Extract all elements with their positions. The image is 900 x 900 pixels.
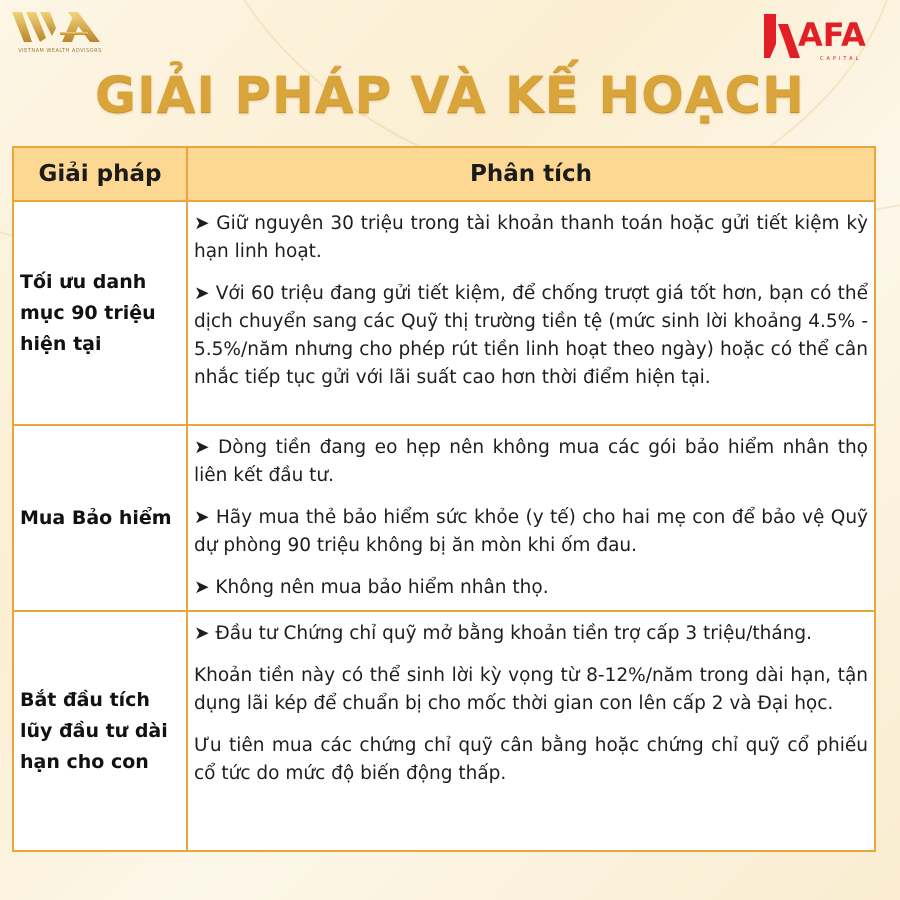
plan-table (12, 146, 876, 852)
wva-logo-icon (10, 8, 110, 48)
analysis-point: ➤ Đầu tư Chứng chỉ quỹ mở bằng khoản tiền trợ cấp 3 triệu/tháng. (194, 623, 813, 644)
analysis-point: ➤ Không nên mua bảo hiểm nhân thọ. (194, 577, 549, 598)
solution-cell: Bắt đầu tích lũy đầu tư dài hạn cho con (13, 611, 187, 851)
analysis-point: ➤ Hãy mua thẻ bảo hiểm sức khỏe (y tế) cho hai mẹ con để bảo vệ Quỹ dự phòng 90 triệu không bị ăn mòn khi ốm đau. (194, 507, 868, 556)
column-header-analysis: Phân tích (187, 147, 875, 201)
analysis-point: ➤ Với 60 triệu đang gửi tiết kiệm, để chống trượt giá tốt hơn, bạn có thể dịch chuyển sang các Quỹ thị trường tiền tệ (mức sinh lời khoảng 4.5% - 5.5%/năm nhưng cho phép rút tiền linh hoạt theo ngày) hoặc có thể cân nhắc tiếp tục gửi với lãi suất cao hơn thời điểm hiện tại. (194, 283, 868, 388)
logo-brand-sub: CAPITAL (820, 56, 862, 62)
wealth-advisors-logo (10, 8, 110, 64)
table-row (13, 611, 875, 851)
analysis-cell (187, 425, 875, 611)
logo-tagline: VIETNAM WEALTH ADVISORS (18, 48, 102, 54)
analysis-point: Ưu tiên mua các chứng chỉ quỹ cân bằng hoặc chứng chỉ quỹ cổ phiếu cổ tức do mức độ biến động thấp. (194, 735, 868, 784)
analysis-point: ➤ Giữ nguyên 30 triệu trong tài khoản thanh toán hoặc gửi tiết kiệm kỳ hạn linh hoạt. (194, 213, 868, 262)
analysis-point: ➤ Dòng tiền đang eo hẹp nên không mua các gói bảo hiểm nhân thọ liên kết đầu tư. (194, 437, 868, 486)
page-title: GIẢI PHÁP VÀ KẾ HOẠCH (95, 66, 805, 124)
analysis-point: Khoản tiền này có thể sinh lời kỳ vọng từ 8-12%/năm trong dài hạn, tận dụng lãi kép để chuẩn bị cho mốc thời gian con lên cấp 2 và Đại học. (194, 665, 868, 714)
table-row (13, 425, 875, 611)
column-header-solution: Giải pháp (13, 147, 187, 201)
table-header-row (13, 147, 875, 201)
analysis-cell (187, 201, 875, 425)
afa-capital-logo (760, 14, 880, 66)
logo-brand-name: AFA (798, 16, 866, 54)
table-row (13, 201, 875, 425)
solution-cell: Tối ưu danh mục 90 triệu hiện tại (13, 201, 187, 425)
header (0, 0, 900, 140)
analysis-cell (187, 611, 875, 851)
solution-cell: Mua Bảo hiểm (13, 425, 187, 611)
afa-logo-icon (760, 14, 800, 58)
